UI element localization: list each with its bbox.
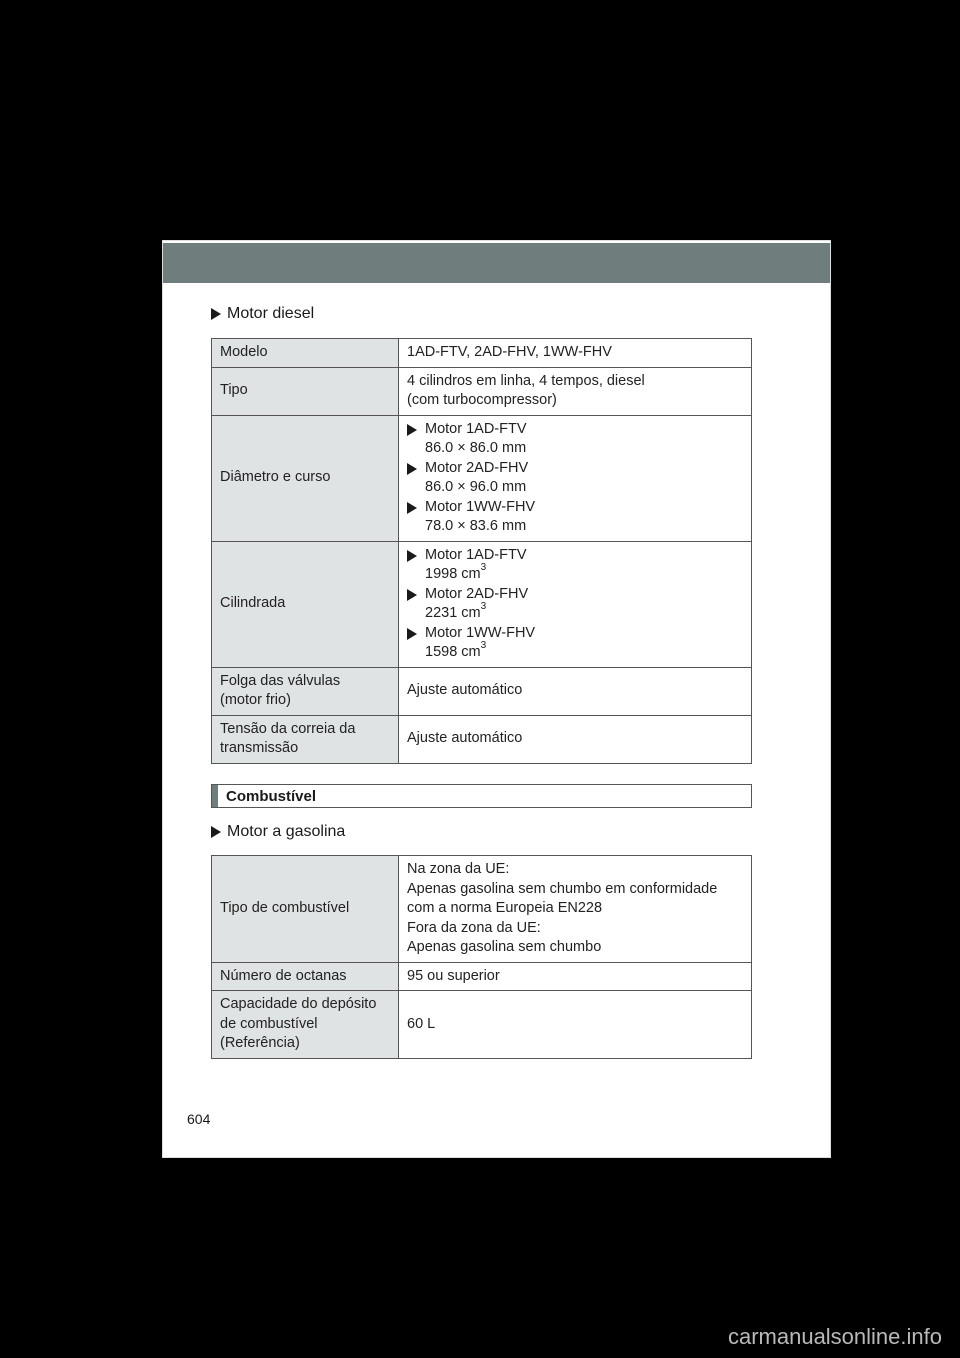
diesel-title-text: Motor diesel bbox=[227, 305, 315, 322]
spec-label: Capacidade do depósito de combustível (Referência) bbox=[212, 991, 399, 1059]
triangle-bullet-icon bbox=[407, 424, 417, 436]
spec-value bbox=[399, 541, 752, 667]
spec-label: Número de octanas bbox=[212, 962, 399, 991]
engine-name: Motor 2AD-FHV bbox=[425, 585, 529, 602]
engine-name: Motor 1WW-FHV bbox=[425, 624, 536, 641]
engine-value: 1998 $cm^3$ bbox=[425, 562, 487, 582]
spec-label: Modelo bbox=[212, 339, 399, 368]
table-row bbox=[212, 541, 752, 667]
engine-value: 86.0 × 96.0 mm bbox=[425, 479, 527, 495]
spec-value: 1AD-FTV, 2AD-FHV, 1WW-FHV bbox=[399, 339, 752, 368]
watermark: carmanualsonline.info bbox=[727, 1324, 942, 1349]
list-item bbox=[407, 624, 743, 663]
triangle-bullet-icon bbox=[211, 826, 221, 838]
list-item bbox=[407, 585, 743, 624]
table-row bbox=[212, 856, 752, 963]
engine-value: 2231 $cm^3$ bbox=[425, 601, 487, 621]
table-row bbox=[212, 339, 752, 368]
fuel-spec-table bbox=[211, 855, 752, 1059]
engine-name: Motor 1WW-FHV bbox=[425, 498, 536, 515]
gasoline-title-text: Motor a gasolina bbox=[227, 823, 346, 840]
spec-value: Ajuste automático bbox=[399, 667, 752, 715]
spec-label: Folga das válvulas (motor frio) bbox=[212, 667, 399, 715]
spec-label: Tipo de combustível bbox=[212, 856, 399, 963]
spec-label: Cilindrada bbox=[212, 541, 399, 667]
engine-value: 86.0 × 86.0 mm bbox=[425, 440, 527, 456]
list-item bbox=[407, 546, 743, 585]
triangle-bullet-icon bbox=[407, 550, 417, 562]
engine-name: Motor 1AD-FTV bbox=[425, 546, 527, 563]
triangle-bullet-icon bbox=[211, 308, 221, 320]
spec-value-line: (com turbocompressor) bbox=[407, 392, 557, 408]
page-number: 604 bbox=[187, 1111, 211, 1127]
list-item bbox=[407, 420, 743, 459]
triangle-bullet-icon bbox=[407, 589, 417, 601]
triangle-bullet-icon bbox=[407, 628, 417, 640]
table-row bbox=[212, 367, 752, 415]
spec-value bbox=[399, 415, 752, 541]
triangle-bullet-icon bbox=[407, 463, 417, 475]
spec-value bbox=[399, 367, 752, 415]
engine-name: Motor 2AD-FHV bbox=[425, 459, 529, 476]
gasoline-section-title bbox=[211, 823, 345, 841]
heading-accent-bar bbox=[212, 785, 218, 807]
table-row bbox=[212, 715, 752, 763]
fuel-section-heading bbox=[211, 784, 752, 808]
spec-value-line: 4 cilindros em linha, 4 tempos, diesel bbox=[407, 372, 645, 389]
fuel-section-title: Combustível bbox=[226, 787, 317, 805]
table-row bbox=[212, 991, 752, 1059]
engine-name: Motor 1AD-FTV bbox=[425, 420, 527, 437]
spec-value: 60 L bbox=[399, 991, 752, 1059]
diesel-section-title bbox=[211, 305, 314, 323]
triangle-bullet-icon bbox=[407, 502, 417, 514]
engine-value: 1598 $cm^3$ bbox=[425, 640, 487, 660]
spec-label: Tipo bbox=[212, 367, 399, 415]
spec-label: Diâmetro e curso bbox=[212, 415, 399, 541]
spec-value: Ajuste automático bbox=[399, 715, 752, 763]
engine-value: 78.0 × 83.6 mm bbox=[425, 518, 527, 534]
spec-value: Na zona da UE: Apenas gasolina sem chumbo em conformidade com a norma Europeia EN228 Fora da zona da UE: Apenas gasolina sem chumbo bbox=[399, 856, 752, 963]
manual-page bbox=[162, 240, 831, 1158]
spec-label: Tensão da correia da transmissão bbox=[212, 715, 399, 763]
spec-value: 95 ou superior bbox=[399, 962, 752, 991]
table-row bbox=[212, 667, 752, 715]
table-row bbox=[212, 415, 752, 541]
table-row bbox=[212, 962, 752, 991]
list-item bbox=[407, 459, 743, 498]
diesel-spec-table bbox=[211, 338, 752, 764]
list-item bbox=[407, 498, 743, 537]
header-bar bbox=[163, 243, 830, 283]
